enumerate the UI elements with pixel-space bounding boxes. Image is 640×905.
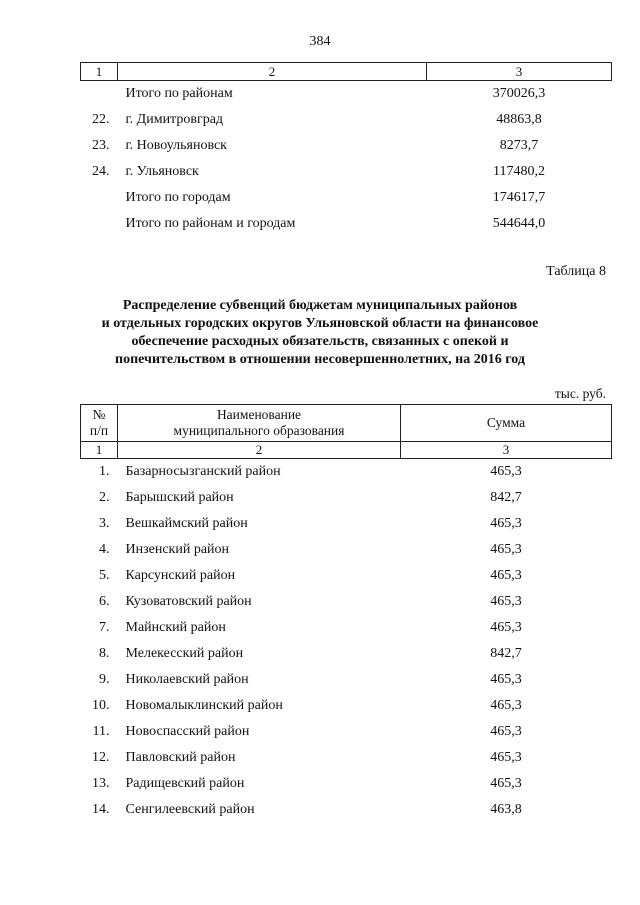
row-value: 465,3 <box>490 698 522 713</box>
unit-label: тыс. руб. <box>554 386 606 401</box>
table-row <box>81 719 612 745</box>
column-number: 3 <box>401 442 612 459</box>
column-header-sum: Сумма <box>401 405 612 442</box>
table-row <box>81 459 612 486</box>
row-name: Новоспасский район <box>125 724 250 739</box>
table-title-line: обеспечение расходных обязательств, связанных с опекой и <box>131 334 509 349</box>
total-row <box>81 211 612 237</box>
row-value: 463,8 <box>490 802 522 817</box>
total-row <box>81 81 612 108</box>
subventions-table <box>80 404 612 823</box>
row-number: 3. <box>99 516 110 531</box>
row-number: 14. <box>92 802 110 817</box>
row-name: Майнский район <box>125 620 226 635</box>
totals-table-column-numbers <box>81 63 612 81</box>
row-number: 23. <box>92 138 110 153</box>
row-value: 465,3 <box>490 464 522 479</box>
row-number: 22. <box>92 112 110 127</box>
row-number: 12. <box>92 750 110 765</box>
table-row <box>81 797 612 823</box>
row-name: г. Новоульяновск <box>125 138 227 153</box>
row-number: 4. <box>99 542 110 557</box>
table-row <box>81 133 612 159</box>
table-row <box>81 485 612 511</box>
row-number: 5. <box>99 568 110 583</box>
row-number: 13. <box>92 776 110 791</box>
table-row <box>81 745 612 771</box>
row-name: Николаевский район <box>125 672 249 687</box>
row-number <box>81 185 118 211</box>
table-header-row <box>81 405 612 442</box>
row-name: Кузоватовский район <box>125 594 252 609</box>
row-name: Инзенский район <box>125 542 230 557</box>
table-row <box>81 563 612 589</box>
row-number: 6. <box>99 594 110 609</box>
column-number: 1 <box>81 442 118 459</box>
row-name: г. Ульяновск <box>125 164 199 179</box>
column-number: 2 <box>118 63 427 81</box>
table-row <box>81 615 612 641</box>
row-value: 842,7 <box>490 490 522 505</box>
table-row <box>81 771 612 797</box>
table-row <box>81 511 612 537</box>
table-row <box>81 693 612 719</box>
column-number: 3 <box>427 63 612 81</box>
header-text: № <box>92 407 106 422</box>
row-value: 465,3 <box>490 542 522 557</box>
row-number: 9. <box>99 672 110 687</box>
row-name: Карсунский район <box>125 568 236 583</box>
table-title-line: и отдельных городских округов Ульяновской области на финансовое <box>101 316 539 331</box>
header-text: Наименование <box>216 407 302 422</box>
table-row <box>81 641 612 667</box>
table-title-line: Распределение субвенций бюджетам муниципальных районов <box>122 298 518 313</box>
row-value: 465,3 <box>490 568 522 583</box>
row-number: 1. <box>99 464 110 479</box>
row-value: 465,3 <box>490 620 522 635</box>
table-label: Таблица 8 <box>546 264 606 279</box>
row-name: Новомалыклинский район <box>125 698 283 713</box>
row-name: Итого по районам и городам <box>125 216 296 231</box>
row-number: 8. <box>99 646 110 661</box>
row-value: 544644,0 <box>492 216 546 231</box>
row-number: 24. <box>92 164 110 179</box>
table-row <box>81 537 612 563</box>
row-value: 48863,8 <box>496 112 542 127</box>
table-title-line: попечительством в отношении несовершеннолетних, на 2016 год <box>115 352 525 367</box>
row-number: 11. <box>92 724 110 739</box>
row-value: 842,7 <box>490 646 522 661</box>
totals-table <box>80 62 612 237</box>
row-value: 8273,7 <box>499 138 539 153</box>
table-row <box>81 667 612 693</box>
row-value: 117480,2 <box>493 164 545 179</box>
row-name: Итого по районам <box>125 86 233 101</box>
page-number: 384 <box>309 34 331 49</box>
row-value: 370026,3 <box>492 86 546 101</box>
row-name: Павловский район <box>125 750 236 765</box>
table-row <box>81 107 612 133</box>
row-name: Базарносызганский район <box>125 464 281 479</box>
row-value: 465,3 <box>490 750 522 765</box>
row-value: 465,3 <box>490 594 522 609</box>
row-value: 465,3 <box>490 516 522 531</box>
row-number: 10. <box>92 698 110 713</box>
table-column-numbers <box>81 442 612 459</box>
total-row <box>81 185 612 211</box>
column-header-number <box>81 405 118 442</box>
row-value: 174617,7 <box>492 190 546 205</box>
row-value: 465,3 <box>490 776 522 791</box>
row-name: Итого по городам <box>125 190 231 205</box>
table-title <box>60 297 580 369</box>
row-name: г. Димитровград <box>125 112 224 127</box>
header-text: муниципального образования <box>173 423 345 438</box>
row-name: Сенгилеевский район <box>125 802 255 817</box>
table-row <box>81 159 612 185</box>
row-name: Вешкаймский район <box>125 516 248 531</box>
column-number: 2 <box>118 442 401 459</box>
row-name: Радищевский район <box>125 776 245 791</box>
row-number: 2. <box>99 490 110 505</box>
row-name: Барышский район <box>125 490 234 505</box>
row-number <box>81 81 118 108</box>
column-number: 1 <box>81 63 118 81</box>
row-name: Мелекесский район <box>125 646 244 661</box>
column-header-name <box>118 405 401 442</box>
header-text: п/п <box>89 423 109 438</box>
table-row <box>81 589 612 615</box>
row-value: 465,3 <box>490 672 522 687</box>
row-value: 465,3 <box>490 724 522 739</box>
row-number: 7. <box>99 620 110 635</box>
row-number <box>81 211 118 237</box>
